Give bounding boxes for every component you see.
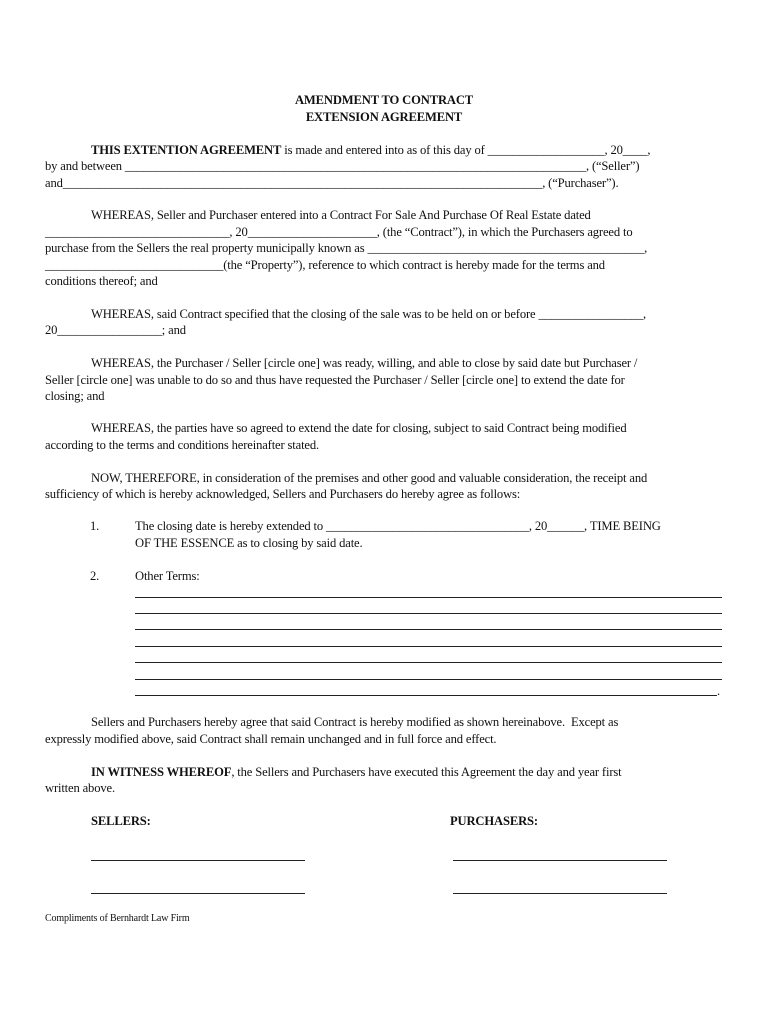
document-subtitle: EXTENSION AGREEMENT (305, 110, 463, 124)
whereas1-line: purchase from the Sellers the real property municipally known as _____________________________________________, (45, 241, 648, 255)
whereas3-line: WHEREAS, the Purchaser / Seller [circle one] was ready, willing, and able to close by said date but Purchaser / (91, 356, 638, 370)
whereas2-line: WHEREAS, said Contract specified that the closing of the sale was to be held on or before _________________, (91, 307, 646, 321)
modified-line: Sellers and Purchasers hereby agree that said Contract is hereby modified as shown hereinabove. Except as (91, 715, 619, 729)
purchaser-signature-line[interactable] (453, 893, 667, 894)
other-terms-end-mark: . (717, 684, 720, 698)
intro-line-3: and______________________________________________________________________________, (“Purchaser”). (45, 176, 619, 190)
seller-signature-line[interactable] (91, 860, 305, 861)
purchasers-label: PURCHASERS: (450, 814, 538, 828)
other-terms-line[interactable] (135, 629, 722, 630)
other-terms-line[interactable] (135, 613, 722, 614)
whereas3-line: closing; and (45, 389, 105, 403)
whereas3-line: Seller [circle one] was unable to do so and thus have requested the Purchaser / Seller [circle one] to extend the date for (45, 373, 625, 387)
witness-line-1 (91, 765, 621, 780)
other-terms-line[interactable] (135, 679, 722, 680)
intro-bold: THIS EXTENTION AGREEMENT (91, 143, 282, 157)
item1-line: The closing date is hereby extended to _________________________________, 20______, TIME BEING (135, 519, 661, 533)
now-therefore-line: sufficiency of which is hereby acknowledged, Sellers and Purchasers do hereby agree as follows: (45, 487, 521, 501)
other-terms-line[interactable] (135, 597, 722, 598)
other-terms-line[interactable] (135, 646, 722, 647)
item2-label: Other Terms: (135, 569, 200, 583)
whereas4-line: WHEREAS, the parties have so agreed to extend the date for closing, subject to said Contract being modified (91, 421, 627, 435)
whereas1-line: _____________________________(the “Property”), reference to which contract is hereby made for the terms and (45, 258, 605, 272)
purchaser-signature-line[interactable] (453, 860, 667, 861)
whereas4-line: according to the terms and conditions hereinafter stated. (45, 438, 320, 452)
witness-bold: IN WITNESS WHEREOF (91, 765, 232, 779)
whereas2-line: 20_________________; and (45, 323, 186, 337)
whereas1-line: ______________________________, 20_____________________, (the “Contract”), in which the Purchasers agreed to (45, 225, 633, 239)
whereas1-line: conditions thereof; and (45, 274, 158, 288)
witness-rest: , the Sellers and Purchasers have executed this Agreement the day and year first (231, 765, 622, 779)
other-terms-line[interactable] (135, 695, 717, 696)
sellers-label: SELLERS: (91, 814, 151, 828)
intro-rest: is made and entered into as of this day of ___________________, 20____, (281, 143, 651, 157)
seller-signature-line[interactable] (91, 893, 305, 894)
witness-line-2: written above. (45, 781, 115, 795)
whereas1-line: WHEREAS, Seller and Purchaser entered into a Contract For Sale And Purchase Of Real Estate dated (91, 208, 591, 222)
footer-credit: Compliments of Bernhardt Law Firm (45, 913, 190, 924)
item1-number: 1. (90, 519, 100, 533)
intro-line-1 (91, 143, 650, 158)
item1-line: OF THE ESSENCE as to closing by said date. (135, 536, 363, 550)
other-terms-line[interactable] (135, 662, 722, 663)
intro-line-2: by and between ___________________________________________________________________________, (“Seller”) (45, 159, 640, 173)
modified-line: expressly modified above, said Contract shall remain unchanged and in full force and effect. (45, 732, 497, 746)
document-title: AMENDMENT TO CONTRACT (294, 93, 474, 107)
item2-number: 2. (90, 569, 100, 583)
now-therefore-line: NOW, THEREFORE, in consideration of the premises and other good and valuable consideration, the receipt and (91, 471, 648, 485)
